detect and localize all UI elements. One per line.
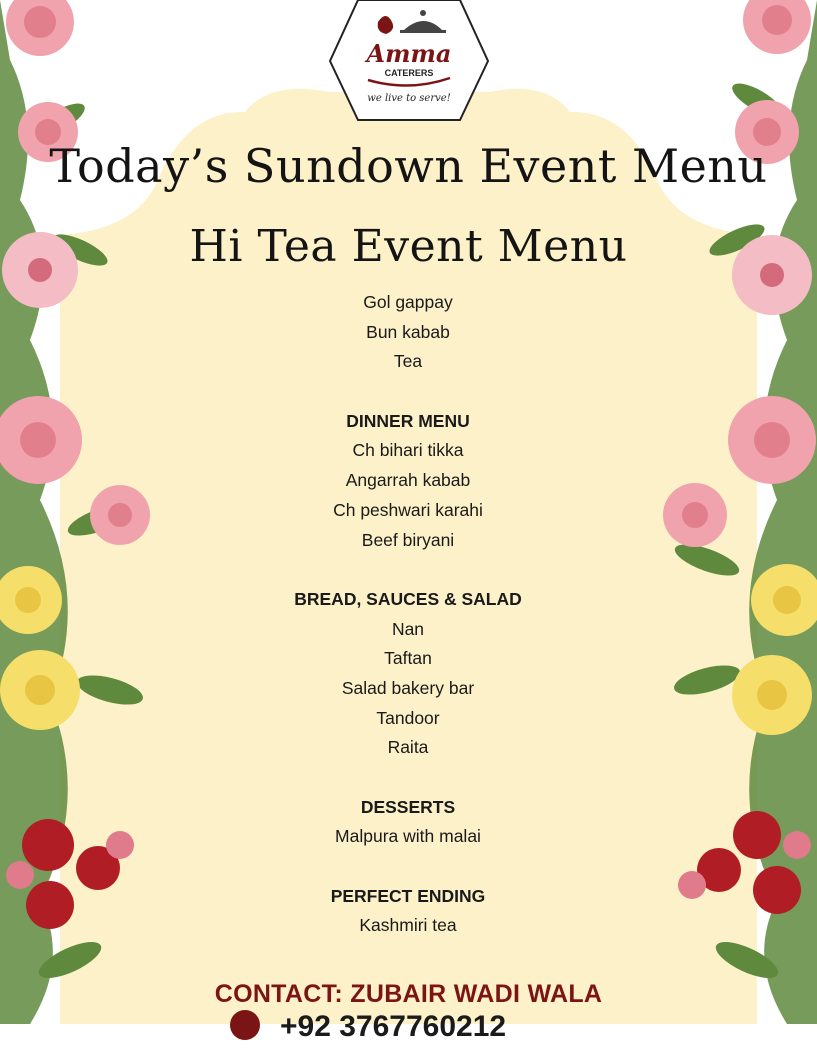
section-heading: PERFECT ENDING: [330, 885, 486, 906]
list-item: Malpura with malai: [335, 826, 481, 847]
section-heading: DINNER MENU: [346, 410, 470, 431]
pink-rose-3: [0, 396, 82, 484]
list-item: Nan: [391, 618, 425, 639]
list-item: Bun kabab: [366, 321, 450, 342]
list-item: Raita: [387, 737, 429, 758]
list-item: Gol gappay: [363, 292, 453, 312]
list-item: Angarrah kabab: [345, 470, 471, 491]
yellow-rose-4: [732, 655, 812, 735]
pink-rose-4: [90, 485, 150, 545]
pink-rose-7: [728, 396, 816, 484]
menu-list: [208, 288, 608, 941]
phone-icon: [230, 1010, 260, 1040]
list-item: Taftan: [384, 648, 432, 669]
phone-number: +92 3767760212: [280, 1010, 507, 1043]
list-item: Tandoor: [376, 707, 440, 728]
page-title: Today’s Sundown Event Menu: [49, 139, 768, 193]
logo-brand: Amma: [366, 39, 452, 68]
section-heading: BREAD, SAUCES & SALAD: [294, 588, 522, 609]
pink-rose-5: [743, 0, 811, 54]
list-item: Tea: [393, 351, 423, 372]
list-item: Ch peshwari karahi: [333, 499, 483, 520]
phone-row: [230, 1010, 506, 1050]
section-heading: DESSERTS: [360, 796, 456, 817]
list-item: Ch bihari tikka: [352, 440, 464, 461]
logo-tagline: we live to serve!: [367, 93, 451, 104]
logo-hexagon: [328, 0, 490, 122]
contact-label: CONTACT: ZUBAIR WADI WALA: [214, 980, 603, 1008]
yellow-rose-2: [0, 650, 80, 730]
pink-rose-1: [6, 0, 74, 56]
list-item: Beef biryani: [361, 529, 455, 550]
logo-subtitle: CATERERS: [384, 68, 434, 78]
list-item: Salad bakery bar: [341, 677, 475, 698]
pink-rose-8: [663, 483, 727, 547]
page-subtitle: Hi Tea Event Menu: [189, 221, 628, 272]
list-item: Kashmiri tea: [359, 915, 457, 936]
amma-caterers-logo: [328, 0, 490, 122]
